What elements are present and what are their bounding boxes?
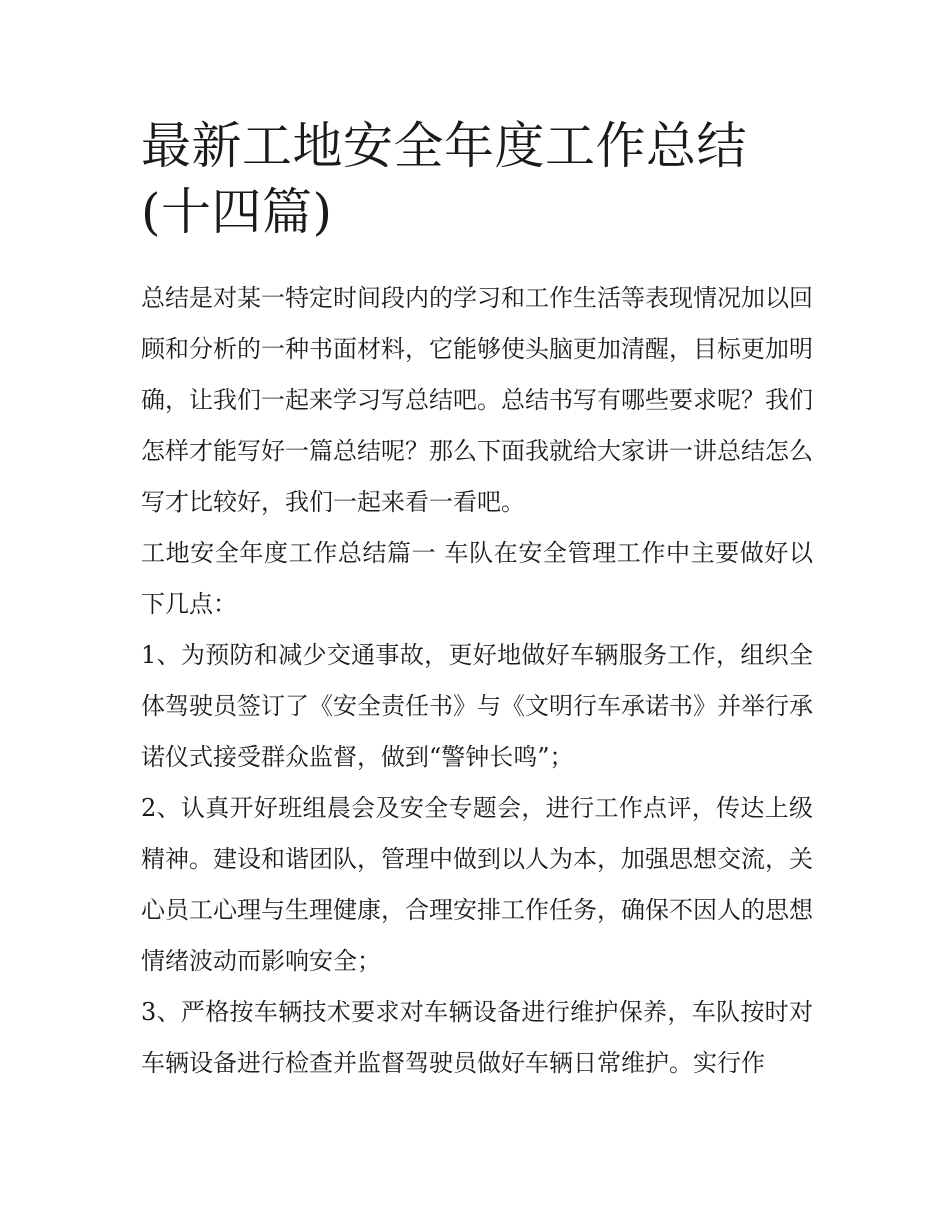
- list-item-1: 1、为预防和减少交通事故，更好地做好车辆服务工作，组织全体驾驶员签订了《安全责任书》与《文明行车承诺书》并举行承诺仪式接受群众监督，做到“警钟长鸣”；: [141, 641, 813, 771]
- list-item-2: 2、认真开好班组晨会及安全专题会，进行工作点评，传达上级精神。建设和谐团队，管理中做到以人为本，加强思想交流，关心员工心理与生理健康，合理安排工作任务，确保不因人的思想情绪波动而影响安全；: [141, 794, 813, 975]
- intro-paragraph: 总结是对某一特定时间段内的学习和工作生活等表现情况加以回顾和分析的一种书面材料，它能够使头脑更加清醒，目标更加明确，让我们一起来学习写总结吧。总结书写有哪些要求呢？我们怎样才能写好一篇总结呢？那么下面我就给大家讲一讲总结怎么写才比较好，我们一起来看一看吧。: [141, 284, 813, 516]
- section-heading-paragraph: 工地安全年度工作总结篇一 车队在安全管理工作中主要做好以下几点：: [141, 539, 813, 618]
- list-item-3: 3、严格按车辆技术要求对车辆设备进行维护保养，车队按时对车辆设备进行检查并监督驾驶员做好车辆日常维护。实行作: [141, 998, 813, 1077]
- document-page: [141, 0, 813, 1089]
- document-body: [141, 273, 813, 1089]
- document-title: 最新工地安全年度工作总结(十四篇): [141, 117, 747, 241]
